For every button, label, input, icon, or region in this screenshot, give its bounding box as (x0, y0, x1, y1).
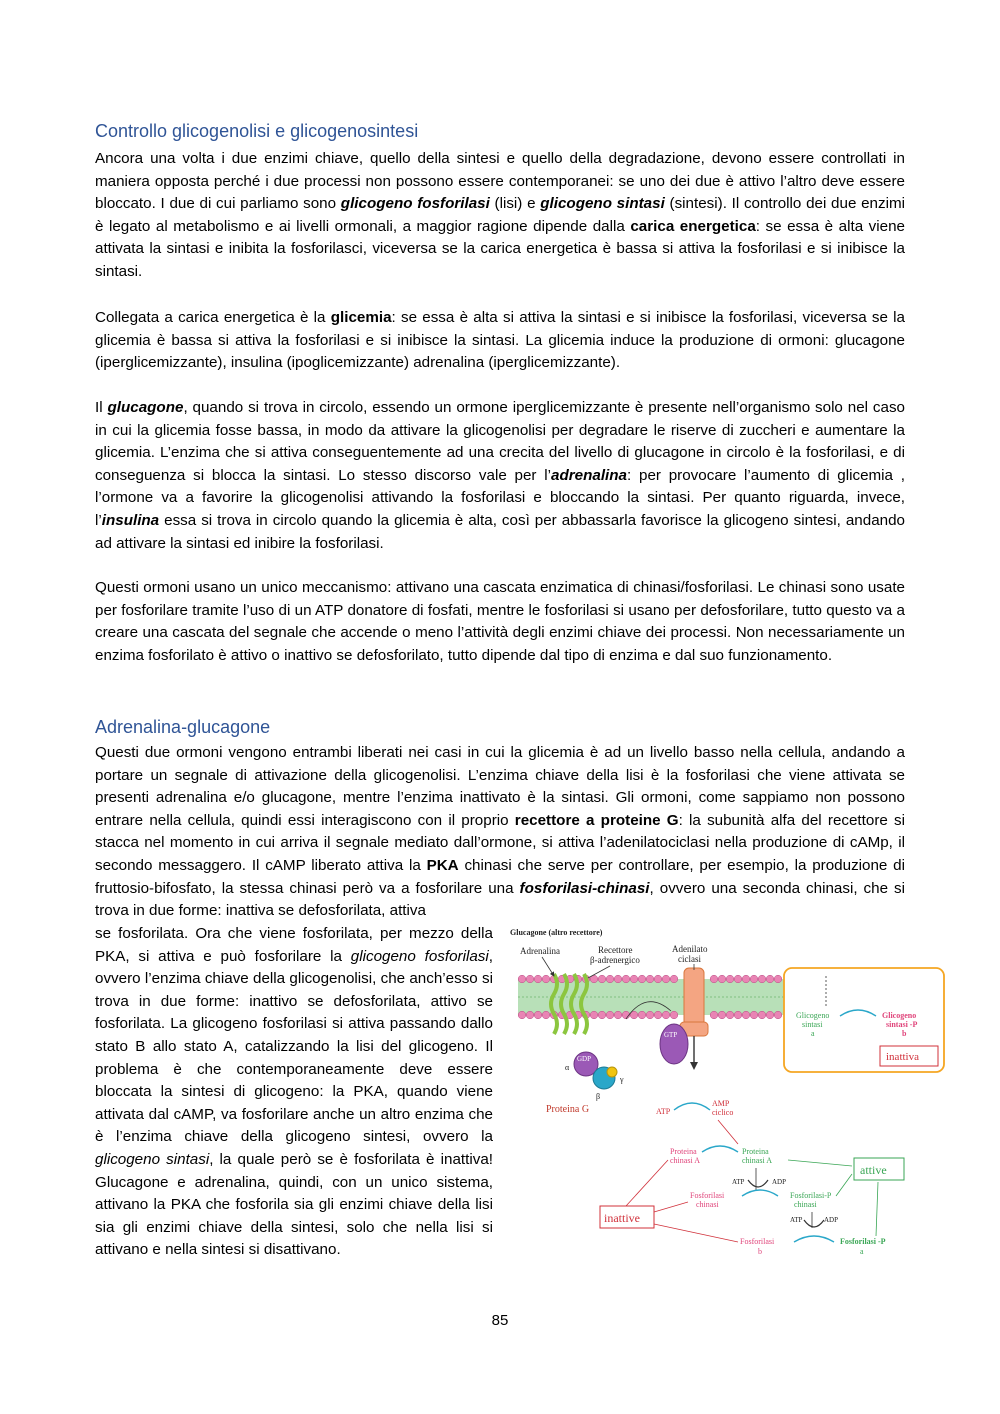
text-run: : se essa è alta si attiva la sintasi e si inibisce la fosforilasi, viceversa se la glicemia è bassa si attiva la fosforilasi e si inibisce la sintasi. La glicemia induce la produzione di ormoni: glucagone (iperglicemizzante), insulina (ipoglicemizzante) adrenalina (iperglicemizzante). (95, 309, 905, 372)
signalling-cascade-figure (506, 924, 948, 1276)
label-amp: AMP (712, 1099, 730, 1108)
label-inattiva: inattiva (886, 1051, 919, 1063)
text-run: Ancora una volta i due enzimi chiave, quello della sintesi e quello della degradazione, devono essere controllati in maniera opposta perché i due processi non possono essere contemporanei: se uno dei due è attivo l’altro deve essere bloccato. I due di cui parliamo sono (95, 150, 905, 213)
bold-term: glicemia (330, 309, 392, 326)
bold-term: recettore a proteine G (514, 811, 679, 829)
text-run: , la quale però se è fosforilata è inattiva! Glucagone e adrenalina, quindi, con un unico sistema, attivano la PKA che fosforila sia gli enzimi chiave della lisi sia gli enzimi chiave della sintesi, solo che nella lisi si attivano e nella sintesi si disattivano. (95, 1150, 493, 1259)
label-pka-active-2: chinasi A (742, 1156, 772, 1165)
key-enzyme-term: insulina (101, 511, 160, 529)
label-fosforilasi-a-2: a (860, 1247, 864, 1256)
label-adp-2: ADP (772, 1178, 787, 1186)
label-gs-b-3: b (902, 1029, 907, 1038)
page-number: 85 (491, 1312, 509, 1329)
section-heading-controllo: Controllo glicogenolisi e glicogenosintesi (95, 121, 419, 141)
label-fk-active-2: chinasi (794, 1200, 817, 1209)
paragraph (95, 577, 905, 667)
text-run: , ovvero una seconda chinasi, che si trova in due forme: inattiva se defosforilata, attiva (95, 879, 905, 920)
label-alpha: α (565, 1063, 570, 1072)
key-enzyme-term: fosforilasi-chinasi (519, 879, 650, 897)
label-gs-b-2: sintasi -P (886, 1020, 918, 1029)
g-alpha-gtp (660, 1024, 688, 1064)
paragraph (95, 148, 905, 284)
label-gamma: γ (620, 1075, 624, 1084)
label-proteina-g: Proteina G (546, 1104, 590, 1115)
label-adp-3: ADP (824, 1216, 839, 1224)
text-run: : per provocare l’aumento di glicemia , l’ormone va a favorire la glicogenolisi attivando la fosforilasi e bloccando la sintasi. Per quanto riguarda, invece, l’ (95, 466, 905, 529)
label-gdp: GDP (577, 1055, 592, 1063)
label-atp-2: ATP (732, 1178, 745, 1186)
text-run: Il (95, 399, 108, 416)
paragraph (95, 923, 493, 1262)
label-gs-a-3: a (811, 1029, 815, 1038)
text-run: Questi ormoni usano un unico meccanismo: attivano una cascata enzimatica di chinasi/fosforilasi. Le chinasi sono usate per fosforilare tramite l’uso di un ATP donatore di fosfati, mentre le fosforilasi si usano per defosforilare, tutto questo va a creare una cascata del segnale che accende o meno l’attività degli enzimi chiave dei processi. Non necessariamente un enzima fosforilato è attivo o inattivo se defosforilato, tutto dipende dal tipo di enzima e dal suo funzionamento. (95, 579, 905, 664)
label-beta: β (596, 1092, 601, 1101)
label-fk-inactive-2: chinasi (696, 1200, 719, 1209)
label-fosforilasi-b-2: b (758, 1247, 762, 1256)
label-atp: ATP (656, 1107, 671, 1116)
text-run: Collegata a carica energetica è la (95, 309, 331, 326)
label-attive: attive (860, 1163, 887, 1177)
key-enzyme-term: glicogeno fosforilasi (340, 195, 490, 213)
label-adrenalina: Adrenalina (520, 946, 560, 956)
paragraph (95, 742, 905, 923)
label-ciclico: ciclico (712, 1108, 734, 1117)
section-heading-adrenalina-glucagone: Adrenalina-glucagone (95, 717, 271, 737)
text-run: : la subunità alfa del recettore si stacca nel momento in cui arriva il segnale mediato dall’ormone, si attiva l’adenilatociclasi nella produzione di cAMp, il secondo messaggero. Il cAMP liberato attiva la (95, 811, 905, 874)
text-run: essa si trova in circolo quando la glicemia è alta, così per abbassarla favorisce la glicogeno sintesi, andando ad attivare la sintasi ed inibire la fosforilasi. (95, 511, 905, 552)
text-run: se fosforilata. Ora che viene fosforilata, per mezzo della PKA, si attiva e può fosforilare la (95, 925, 493, 965)
label-fosforilasi-a-1: Fosforilasi -P (840, 1237, 886, 1246)
label-pka-inactive-1: Proteina (670, 1147, 697, 1156)
text-run: : se essa è alta viene attivata la sintasi e inibita la fosforilasci, viceversa se la carica energetica è bassa si attiva la fosforilasi e si inibisce la sintasi. (95, 217, 905, 280)
bold-term: PKA (426, 856, 459, 874)
label-beta-adrenergico: β-adrenergico (590, 955, 640, 965)
key-enzyme-term: glicogeno sintasi (540, 195, 665, 213)
label-fosforilasi-b-1: Fosforilasi (740, 1237, 775, 1246)
label-atp-3: ATP (790, 1216, 803, 1224)
key-enzyme-term: adrenalina (551, 466, 627, 484)
key-enzyme-term: glicogeno sintasi (95, 1150, 210, 1168)
label-adenilato: Adenilato (672, 944, 708, 954)
label-fk-active-1: Fosforilasi-P (790, 1191, 832, 1200)
text-run: (lisi) e (489, 195, 541, 213)
adenylate-cyclase (680, 968, 708, 1036)
paragraph (95, 397, 905, 555)
label-recettore: Recettore (598, 945, 633, 955)
text-run: (sintesi). Il controllo dei due enzimi è legato al metabolismo e ai livelli ormonali, a maggior ragione dipende dalla (95, 195, 905, 235)
label-inattive: inattive (604, 1211, 640, 1225)
label-pka-active-1: Proteina (742, 1147, 769, 1156)
label-fk-inactive-1: Fosforilasi (690, 1191, 725, 1200)
label-gtp: GTP (664, 1031, 678, 1039)
bold-term: carica energetica (630, 217, 756, 235)
text-run: Questi due ormoni vengono entrambi liberati nei casi in cui la glicemia è ad un livello basso nella cellula, andando a portare un segnale di attivazione della glicogenolisi. L’enzima chiave della lisi è la fosforilasi che viene attivata se presenti adrenalina e/o glucagone, mentre l’enzima inattivato è la sintasi. Gli ormoni, come sappiamo non possono entrare nella cellula, quindi essi interagiscono con il proprio (95, 744, 905, 829)
label-pka-inactive-2: chinasi A (670, 1156, 700, 1165)
text-run: , quando si trova in circolo, essendo un ormone iperglicemizzante è presente nell’organismo solo nel caso in cui la glicemia fosse bassa, in modo da attivare la glicogenolisi per degradare le riserve di zuccheri e aumentare la glicemia. L’enzima che si attiva conseguentemente ad una crecita del livello di glucagone in circolo è la fosforilasi, e di conseguenza si blocca la sintasi. Lo stesso discorso vale per l’ (95, 399, 905, 484)
key-enzyme-term: glicogeno fosforilasi (350, 947, 489, 965)
label-gs-a-1: Glicogeno (796, 1011, 830, 1020)
text-run: , ovvero l’enzima chiave della glicogenolisi, che anch’esso si trova in due forme: inattivo se defosforilata, attivo se fosforilata. La glicogeno fosforilasi si attiva passando dallo stato B allo stato A, catalizzando la lisi del glicogeno. Il problema è che contemporaneamente deve essere bloccata la sintesi di glicogeno: la PKA, quando viene attivata dal cAMP, va fosforilare anche un altro enzima che è l’enzima chiave della glicogeno sintesi, ovvero la (95, 947, 493, 1146)
figure-title: Glucagone (altro recettore) (510, 928, 603, 937)
label-gs-a-2: sintasi (802, 1020, 823, 1029)
paragraph (95, 307, 905, 375)
key-enzyme-term: glucagone (107, 399, 184, 416)
label-ciclasi: ciclasi (678, 954, 701, 964)
text-run: chinasi che serve per controllare, per esempio, la produzione di fruttosio-bifosfato, la stessa chinasi però va a fosforilare una (95, 856, 906, 897)
label-gs-b-1: Glicogeno (882, 1011, 917, 1020)
